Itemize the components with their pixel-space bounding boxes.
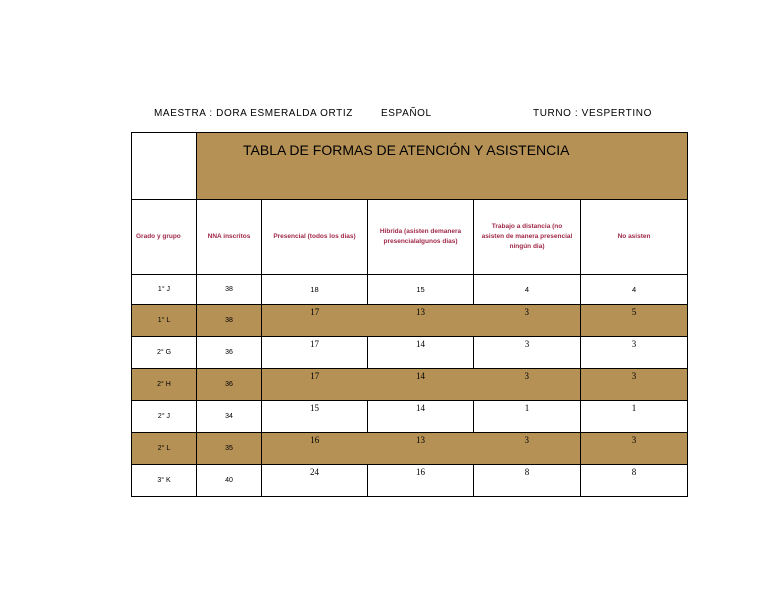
cell-inscritos: 34 bbox=[197, 401, 262, 433]
header-distancia: Trabajo a distancia (no asisten de manera presencial ningún dia) bbox=[474, 200, 581, 275]
cell-no-asisten: 3 bbox=[581, 369, 688, 401]
cell-inscritos: 38 bbox=[197, 305, 262, 337]
attendance-table bbox=[131, 132, 688, 497]
cell-hibrida: 14 bbox=[368, 401, 474, 433]
table-corner-cell bbox=[132, 133, 197, 200]
table-header-row bbox=[132, 200, 688, 275]
cell-no-asisten: 5 bbox=[581, 305, 688, 337]
cell-grado: 1° L bbox=[132, 305, 197, 337]
cell-distancia: 1 bbox=[474, 401, 581, 433]
cell-no-asisten: 3 bbox=[581, 433, 688, 465]
cell-distancia: 3 bbox=[474, 369, 581, 401]
header-inscritos: NNA inscritos bbox=[197, 200, 262, 275]
cell-hibrida: 16 bbox=[368, 465, 474, 497]
table-row bbox=[132, 401, 688, 433]
cell-presencial: 15 bbox=[262, 401, 368, 433]
table-row bbox=[132, 465, 688, 497]
cell-presencial: 16 bbox=[262, 433, 368, 465]
cell-no-asisten: 8 bbox=[581, 465, 688, 497]
table-row bbox=[132, 275, 688, 305]
cell-hibrida: 14 bbox=[368, 369, 474, 401]
cell-grado: 2° H bbox=[132, 369, 197, 401]
cell-grado: 1° J bbox=[132, 275, 197, 305]
cell-grado: 2° L bbox=[132, 433, 197, 465]
cell-presencial: 17 bbox=[262, 337, 368, 369]
cell-presencial: 24 bbox=[262, 465, 368, 497]
table-title: TABLA DE FORMAS DE ATENCIÓN Y ASISTENCIA bbox=[197, 133, 688, 200]
cell-inscritos: 36 bbox=[197, 369, 262, 401]
teacher-name: MAESTRA : DORA ESMERALDA ORTIZ bbox=[154, 108, 353, 119]
header-hibrida: Hibrida (asisten demanera presencialalgunos dias) bbox=[368, 200, 474, 275]
cell-presencial: 17 bbox=[262, 305, 368, 337]
header-grado: Grado y grupo bbox=[132, 200, 197, 275]
header-presencial: Presencial (todos los dias) bbox=[262, 200, 368, 275]
header-no-asisten: No asisten bbox=[581, 200, 688, 275]
table-row bbox=[132, 433, 688, 465]
subject-name: ESPAÑOL bbox=[381, 108, 432, 119]
cell-distancia: 3 bbox=[474, 337, 581, 369]
cell-presencial: 18 bbox=[262, 275, 368, 305]
cell-presencial: 17 bbox=[262, 369, 368, 401]
cell-distancia: 3 bbox=[474, 305, 581, 337]
shift-label: TURNO : VESPERTINO bbox=[533, 108, 652, 119]
cell-no-asisten: 4 bbox=[581, 275, 688, 305]
cell-inscritos: 35 bbox=[197, 433, 262, 465]
cell-inscritos: 38 bbox=[197, 275, 262, 305]
cell-hibrida: 14 bbox=[368, 337, 474, 369]
cell-grado: 2° G bbox=[132, 337, 197, 369]
cell-hibrida: 15 bbox=[368, 275, 474, 305]
cell-distancia: 8 bbox=[474, 465, 581, 497]
cell-distancia: 4 bbox=[474, 275, 581, 305]
cell-hibrida: 13 bbox=[368, 433, 474, 465]
cell-grado: 3° K bbox=[132, 465, 197, 497]
cell-no-asisten: 3 bbox=[581, 337, 688, 369]
table-title-row bbox=[132, 133, 688, 200]
cell-inscritos: 36 bbox=[197, 337, 262, 369]
cell-inscritos: 40 bbox=[197, 465, 262, 497]
table-row bbox=[132, 337, 688, 369]
cell-no-asisten: 1 bbox=[581, 401, 688, 433]
table-row bbox=[132, 305, 688, 337]
cell-grado: 2° J bbox=[132, 401, 197, 433]
table-row bbox=[132, 369, 688, 401]
cell-hibrida: 13 bbox=[368, 305, 474, 337]
cell-distancia: 3 bbox=[474, 433, 581, 465]
